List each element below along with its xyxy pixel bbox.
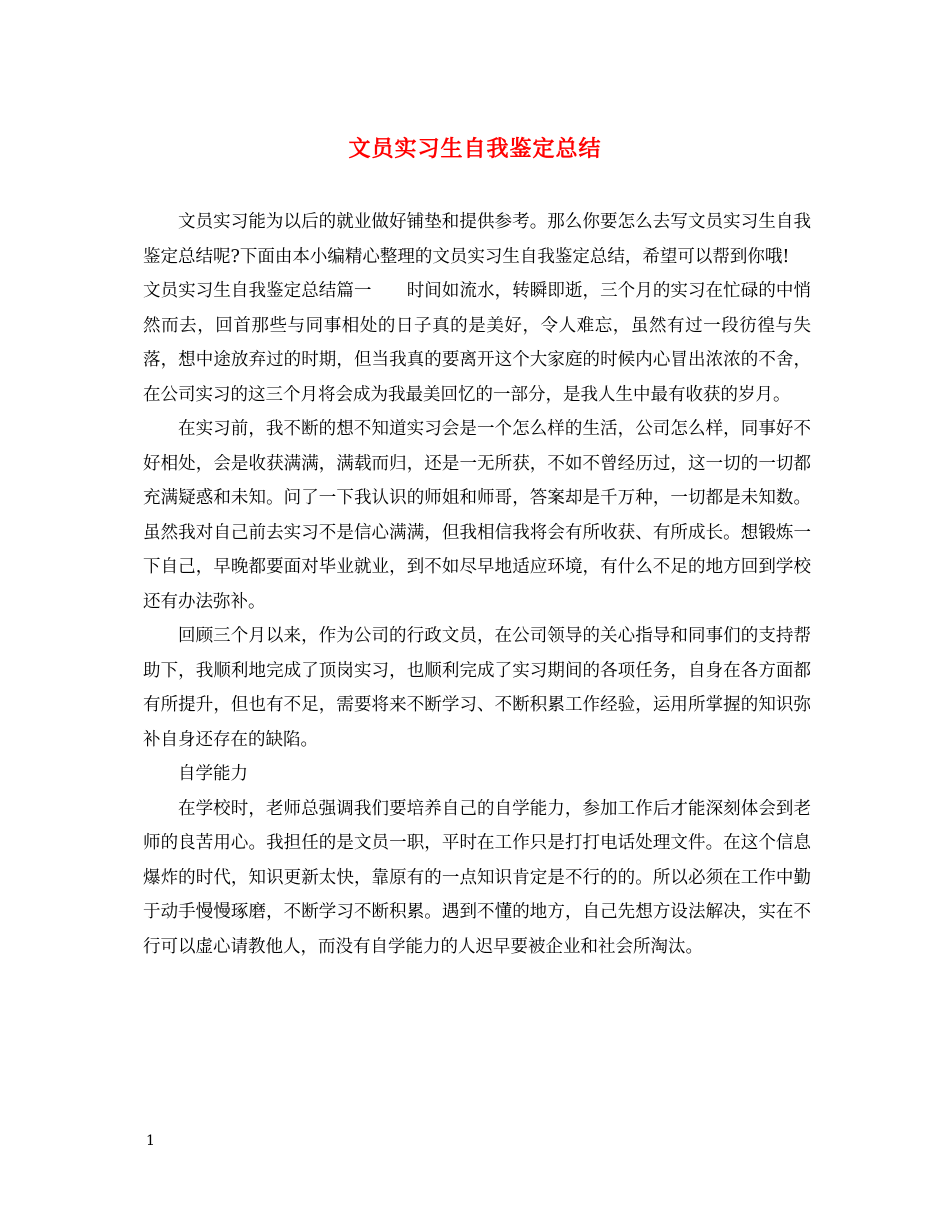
review-paragraph: 回顾三个月以来，作为公司的行政文员，在公司领导的关心指导和同事们的支持帮助下，我顺利地完成了顶岗实习，也顺利完成了实习期间的各项任务，自身在各方面都有所提升，但也有不足，需要将来不断学习、不断积累工作经验，运用所掌握的知识弥补自身还存在的缺陷。 (143, 626, 811, 750)
before-internship-paragraph: 在实习前，我不断的想不知道实习会是一个怎么样的生活，公司怎么样，同事好不好相处，会是收获满满，满载而归，还是一无所获，不如不曾经历过，这一切的一切都充满疑惑和未知。问了一下我认识的师姐和师哥，答案却是千万种，一切都是未知数。虽然我对自己前去实习不是信心满满，但我相信我将会有所收获、有所成长。想锻炼一下自己，早晚都要面对毕业就业，到不如尽早地适应环境，有什么不足的地方回到学校还有办法弥补。 (143, 419, 811, 612)
document-title: 文员实习生自我鉴定总结 (348, 136, 602, 162)
self-learning-paragraph: 在学校时，老师总强调我们要培养自己的自学能力，参加工作后才能深刻体会到老师的良苦用心。我担任的是文员一职，平时在工作只是打打电话处理文件。在这个信息爆炸的时代，知识更新太快，靠原有的一点知识肯定是不行的的。所以必须在工作中勤于动手慢慢琢磨，不断学习不断积累。遇到不懂的地方，自己先想方设法解决，实在不行可以虚心请教他人，而没有自学能力的人迟早要被企业和社会所淘汰。 (143, 798, 811, 957)
section-one-paragraph: 文员实习生自我鉴定总结篇一 时间如流水，转瞬即逝，三个月的实习在忙碌的中悄然而去，回首那些与同事相处的日子真的是美好，令人难忘，虽然有过一段彷徨与失落，想中途放弃过的时期，但当我真的要离开这个大家庭的时候内心冒出浓浓的不舍，在公司实习的这三个月将会成为我最美回忆的一部分，是我人生中最有收获的岁月。 (143, 281, 811, 405)
self-learning-heading: 自学能力 (178, 764, 248, 784)
page-number: 1 (146, 1133, 155, 1149)
document-body (143, 205, 811, 964)
intro-paragraph: 文员实习能为以后的就业做好铺垫和提供参考。那么你要怎么去写文员实习生自我鉴定总结呢?下面由本小编精心整理的文员实习生自我鉴定总结，希望可以帮到你哦! (143, 212, 811, 267)
